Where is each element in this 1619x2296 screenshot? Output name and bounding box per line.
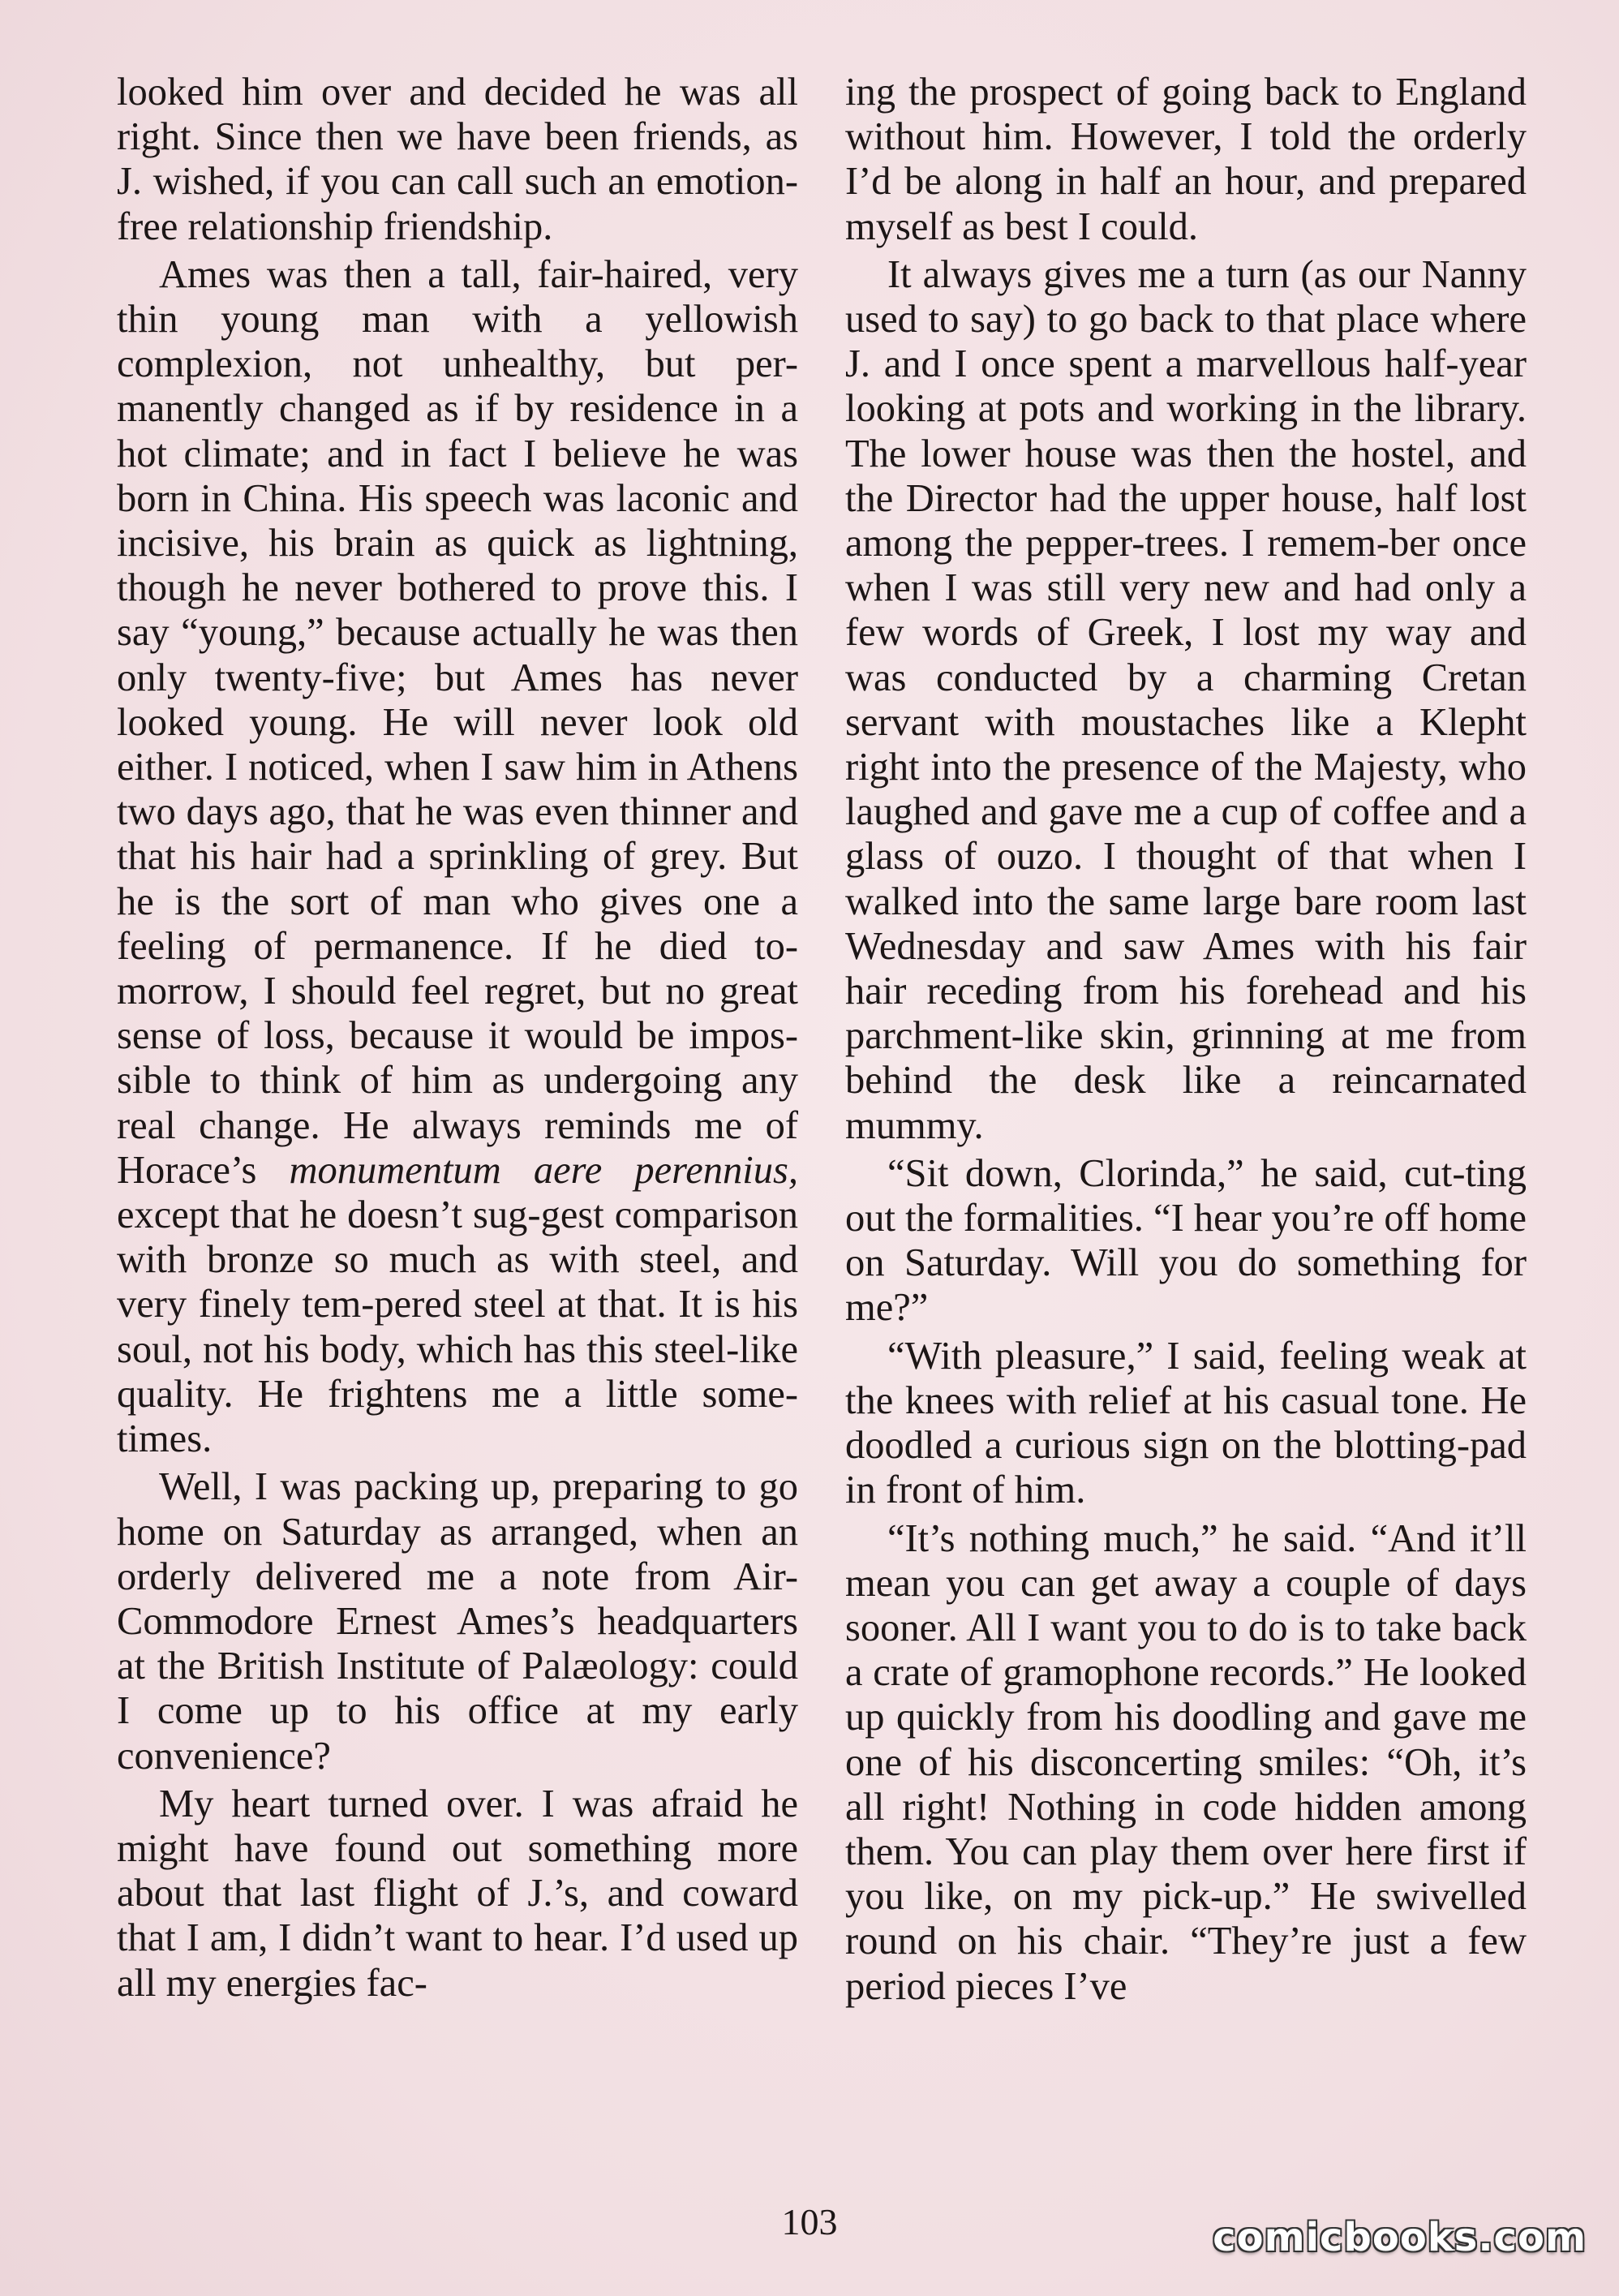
left-text-column [117,70,798,2006]
paragraph: “It’s nothing much,” he said. “And it’ll mean you can get away a couple of days sooner. All I want you to do is to take back a crate of gramophone records.” He looked up quickly from his doodling and gave me one of his disconcerting smiles: “Oh, it’s all right! Nothing in code hidden among them. You can play them over here first if you like, on my pick-up.” He swivelled round on his chair. “They’re just a few period pieces I’ve [845,1516,1527,2008]
right-text-column [845,70,1527,2009]
paragraph: It always gives me a turn (as our Nanny used to say) to go back to that place where J. and I once spent a marvellous half-year looking at pots and working in the library. The lower house was then the hostel, and the Director had the upper house, half lost among the pepper-trees. I remem-ber once when I was still very new and had only a few words of Greek, I lost my way and was conducted by a charming Cretan servant with moustaches like a Klepht right into the presence of the Majesty, who laughed and gave me a cup of coffee and a glass of ouzo. I thought of that when I walked into the same large bare room last Wednesday and saw Ames with his fair hair receding from his forehead and his parchment-like skin, grinning at me from behind the desk like a reincarnated mummy. [845,252,1527,1147]
paragraph: “With pleasure,” I said, feeling weak at the knees with relief at his casual tone. He doodled a curious sign on the blotting-pad in front of him. [845,1334,1527,1512]
page-number: 103 [781,2201,838,2242]
paragraph: My heart turned over. I was afraid he might have found out something more about that last flight of J.’s, and coward that I am, I didn’t want to hear. I’d used up all my energies fac- [117,1782,798,2005]
paragraph: Well, I was packing up, preparing to go home on Saturday as arranged, when an orderly delivered me a note from Air-Commodore Ernest Ames’s headquarters at the British Institute of Palæology: could I come up to his office at my early convenience? [117,1465,798,1778]
paragraph-text: Ames was then a tall, fair-haired, very thin young man with a yellowish complexion, not unhealthy, but per-manently changed as if by residence in a hot climate; and in fact I believe he was born in China. His speech was laconic and incisive, his brain as quick as lightning, though he never bothered to prove this. I say “young,” because actually he was then only twenty-five; but Ames has never looked young. He will never look old either. I noticed, when I saw him in Athens two days ago, that he was even thinner and that his hair had a sprinkling of grey. But he is the sort of man who gives one a feeling of permanence. If he died to-morrow, I should feel regret, but no great sense of loss, because it would be impos-sible to think of him as undergoing any real change. He always reminds me of Horace’s [117,252,798,1192]
paragraph: looked him over and decided he was all right. Since then we have been friends, as J. wished, if you can call such an emotion-free relationship friendship. [117,71,798,248]
latin-quote: monumentum aere perennius, [289,1148,798,1192]
paragraph-text: except that he doesn’t sug-gest comparison with bronze so much as with steel, and very finely tem-pered steel at that. It is his soul, not his body, which has this steel-like quality. He frightens me a little some-times. [117,1193,798,1461]
watermark: comicbooks.com [1213,2215,1587,2260]
paragraph: “Sit down, Clorinda,” he said, cut-ting out the formalities. “I hear you’re off home on Saturday. Will you do something for me?” [845,1151,1527,1330]
paragraph [117,252,798,1461]
paragraph: ing the prospect of going back to England without him. However, I told the orderly I’d be along in half an hour, and prepared myself as best I could. [845,71,1527,248]
